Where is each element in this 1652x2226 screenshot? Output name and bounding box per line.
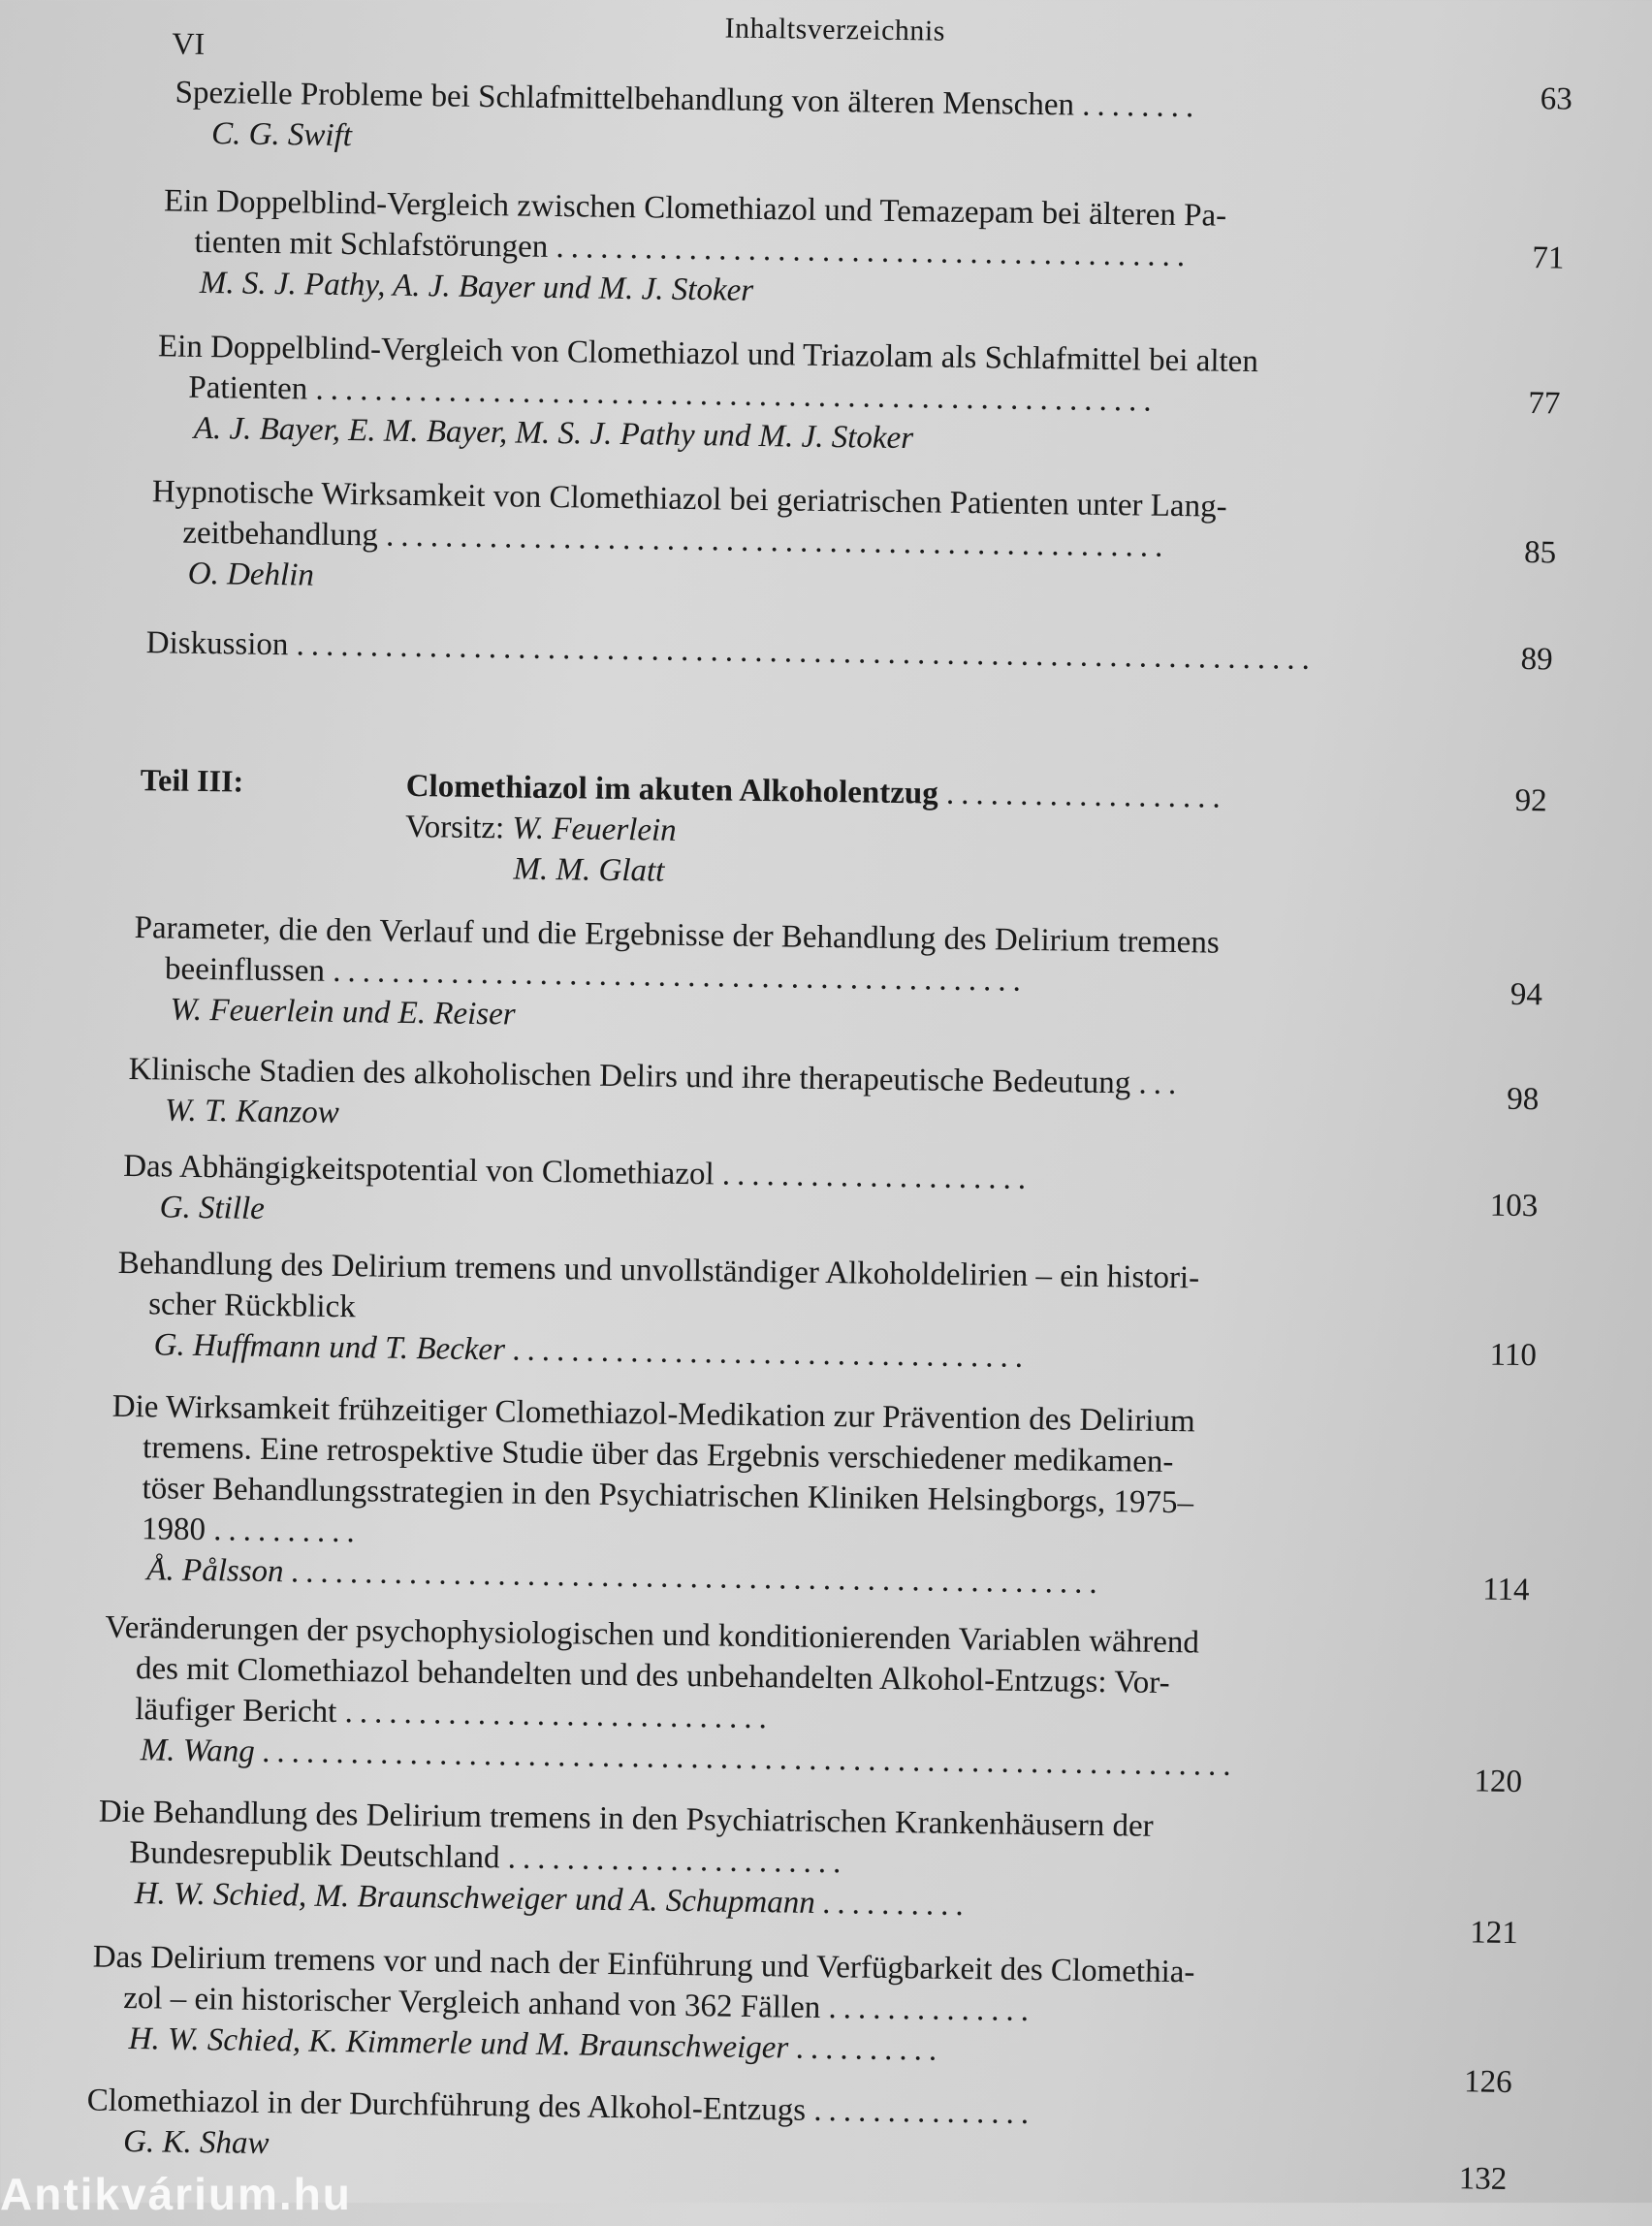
entry-title-line: zol – ein historischer Vergleich anhand von 362 Fällen .............. (122, 1980, 1036, 2029)
entry-title-line: Parameter, die den Verlauf und die Ergebnisse der Behandlung des Delirium tremens (134, 910, 1220, 961)
entry-authors: A. J. Bayer, E. M. Bayer, M. S. J. Pathy und M. J. Stoker (193, 410, 914, 457)
entry-title-line: Diskussion ..................................................................... (145, 625, 1318, 678)
toc-entry (175, 73, 1201, 169)
toc-entry-discussion (145, 622, 1317, 680)
part-heading: Clomethiazol im akuten Alkoholentzug ................... Vorsitz: W. Feuerlein M. M. Glatt (404, 768, 1227, 889)
entry-title-line: des mit Clomethiazol behandelten und des unbehandelten Alkohol-Entzugs: Vor- (135, 1651, 1170, 1701)
entry-title-line: Veränderungen der psychophysiologischen und konditionierenden Variablen während (105, 1609, 1200, 1661)
entry-authors: H. W. Schied, M. Braunschweiger und A. Schupmann .......... (134, 1876, 971, 1924)
entry-authors: G. Huffmann und T. Becker ................................... (153, 1327, 1032, 1375)
part-label: Teil III: (140, 762, 244, 799)
entry-title-line: Die Behandlung des Delirium tremens in den Psychiatrischen Krankenhäusern der (98, 1794, 1154, 1844)
entry-title-line: tremens. Eine retrospektive Studie über das Ergebnis verschiedener medikamen- (142, 1430, 1174, 1480)
entry-authors: O. Dehlin (187, 556, 315, 593)
entry-page-number: 114 (1482, 1572, 1530, 1608)
entry-title-line: 1980 .......... (141, 1511, 362, 1550)
toc-entry (122, 1146, 1032, 1240)
entry-title-line: Ein Doppelblind-Vergleich von Clomethiazol und Triazolam als Schlafmittel bei alten (157, 329, 1259, 380)
entry-title-line: scher Rückblick (147, 1287, 356, 1325)
entry-authors: M. S. J. Pathy, A. J. Bayer und M. J. Stoker (199, 265, 754, 308)
entry-title-line: Klinische Stadien des alkoholischen Delirs und ihre therapeutische Bedeutung ... (128, 1051, 1184, 1102)
entry-title-line: Das Abhängigkeitspotential von Clomethiazol ..................... (122, 1148, 1033, 1196)
entry-page-number: 126 (1463, 2064, 1512, 2100)
toc-entry (91, 1937, 1194, 2075)
toc-entry (116, 1243, 1199, 1381)
toc-entry (163, 180, 1227, 317)
entry-authors: G. K. Shaw (122, 2123, 270, 2162)
entry-page-number: 120 (1474, 1764, 1523, 1800)
entry-title-line: Bundesrepublik Deutschland ....................... (129, 1835, 848, 1881)
toc-entry (86, 2080, 1036, 2175)
entry-title-line: Die Wirksamkeit frühzeitiger Clomethiazol-Medikation zur Prävention des Delirium (111, 1388, 1195, 1440)
entry-authors: W. Feuerlein und E. Reiser (170, 992, 516, 1033)
entry-title-line: tienten mit Schlafstörungen ........................................... (194, 224, 1192, 274)
watermark: Antikvárium.hu (0, 2169, 352, 2219)
entry-authors: C. G. Swift (210, 116, 353, 154)
entry-page-number: 63 (1540, 81, 1573, 117)
entry-page-number: 85 (1523, 535, 1557, 571)
entry-page-number: 110 (1489, 1337, 1538, 1374)
toc-entry (157, 326, 1259, 463)
entry-title-line: zeitbehandlung ..................................................... (182, 515, 1170, 564)
chair-label: Vorsitz: (404, 809, 505, 846)
entry-title-line: beeinflussen ............................................... (164, 951, 1029, 999)
entry-title-line: Clomethiazol in der Durchführung des Alkohol-Entzugs ............... (86, 2083, 1036, 2132)
entry-title-line: Hypnotische Wirksamkeit von Clomethiazol bei geriatrischen Patienten unter Lang- (151, 474, 1227, 525)
entry-page-number: 121 (1470, 1915, 1519, 1952)
entry-authors: H. W. Schied, K. Kimmerle und M. Braunschweiger .......... (128, 2021, 945, 2068)
part-page-number: 92 (1514, 782, 1547, 819)
toc-entry (110, 1386, 1195, 1606)
entry-page-number: 77 (1528, 386, 1561, 422)
entry-title-line: läufiger Bericht ............................. (135, 1692, 775, 1736)
toc-entry (104, 1607, 1241, 1786)
entry-title-line: Spezielle Probleme bei Schlafmittelbehandlung von älteren Menschen ........ (175, 75, 1201, 125)
entry-page-number: 132 (1458, 2161, 1508, 2197)
toc-entry (97, 1792, 1153, 1928)
entry-page-number: 89 (1520, 641, 1553, 678)
entry-authors: G. Stille (159, 1190, 266, 1226)
entry-title-line: töser Behandlungsstrategien in den Psychiatrischen Kliniken Helsingborgs, 1975– (142, 1471, 1194, 1521)
entry-title-line: Patienten ......................................................... (188, 369, 1159, 419)
entry-title-line: Behandlung des Delirium tremens und unvollständiger Alkoholdelirien – ein histori- (117, 1245, 1200, 1296)
toc-entry (128, 1049, 1184, 1145)
entry-page-number: 98 (1507, 1081, 1540, 1118)
entry-title-line: Das Delirium tremens vor und nach der Einführung und Verfügbarkeit des Clomethia- (92, 1939, 1195, 1990)
entry-authors: Å. Pålsson ....................................................... (146, 1552, 1105, 1602)
entry-page-number: 71 (1532, 240, 1565, 276)
toc-entry (133, 907, 1220, 1045)
entry-authors: M. Wang .................................................................. (140, 1733, 1239, 1784)
entry-authors: W. T. Kanzow (164, 1093, 339, 1130)
part-title: Clomethiazol im akuten Alkoholentzug (405, 768, 939, 811)
entry-title-line: Ein Doppelblind-Vergleich zwischen Clomethiazol und Temazepam bei älteren Pa- (163, 183, 1227, 234)
entry-page-number: 103 (1489, 1188, 1539, 1224)
running-head: Inhaltsverzeichnis (724, 12, 946, 48)
entry-page-number: 94 (1509, 976, 1543, 1013)
toc-entry (150, 471, 1226, 608)
chair-name: W. Feuerlein (512, 811, 677, 848)
page-numeral: VI (172, 25, 206, 61)
chair-name: M. M. Glatt (513, 851, 665, 889)
